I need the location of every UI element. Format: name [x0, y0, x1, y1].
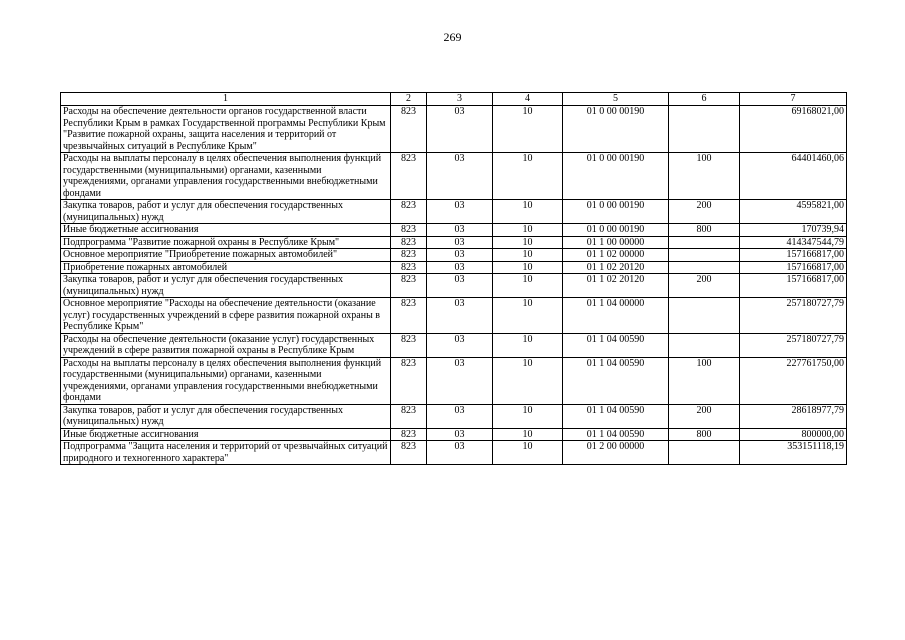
- row-amount: 157166817,00: [740, 274, 847, 298]
- row-code-6: 200: [669, 274, 740, 298]
- row-code-4: 10: [493, 404, 563, 428]
- table-row: [61, 153, 847, 200]
- row-code-6: 100: [669, 153, 740, 200]
- row-code-4: 10: [493, 298, 563, 334]
- row-amount: 414347544,79: [740, 236, 847, 249]
- column-header-2: 2: [391, 93, 427, 106]
- table-row: [61, 249, 847, 262]
- row-name: Иные бюджетные ассигнования: [61, 224, 391, 237]
- page-number: 269: [443, 30, 462, 44]
- row-name: Расходы на выплаты персоналу в целях обеспечения выполнения функций государственными (муниципальными) органами, казенными учреждениями, органами управления государственными внебюджетными фондами: [61, 357, 391, 404]
- row-code-3: 03: [427, 153, 493, 200]
- row-code-2: 823: [391, 357, 427, 404]
- row-amount: 28618977,79: [740, 404, 847, 428]
- column-header-6: 6: [669, 93, 740, 106]
- row-code-6: 800: [669, 428, 740, 441]
- table-row: [61, 333, 847, 357]
- row-code-2: 823: [391, 428, 427, 441]
- row-code-3: 03: [427, 106, 493, 153]
- row-code-6: 200: [669, 200, 740, 224]
- row-amount: 353151118,19: [740, 441, 847, 465]
- row-code-3: 03: [427, 224, 493, 237]
- row-code-6: 100: [669, 357, 740, 404]
- row-name: Основное мероприятие "Расходы на обеспечение деятельности (оказание услуг) государственных учреждений в сфере развития пожарной охраны в Республике Крым": [61, 298, 391, 334]
- row-amount: 257180727,79: [740, 298, 847, 334]
- row-code-5: 01 0 00 00190: [563, 200, 669, 224]
- header-row: [61, 93, 847, 106]
- row-code-2: 823: [391, 261, 427, 274]
- row-code-5: 01 0 00 00190: [563, 106, 669, 153]
- row-code-4: 10: [493, 153, 563, 200]
- row-amount: 4595821,00: [740, 200, 847, 224]
- table-row: [61, 298, 847, 334]
- row-code-2: 823: [391, 106, 427, 153]
- row-code-5: 01 1 04 00590: [563, 333, 669, 357]
- row-code-4: 10: [493, 106, 563, 153]
- row-code-6: [669, 333, 740, 357]
- row-code-5: 01 1 02 20120: [563, 261, 669, 274]
- row-code-2: 823: [391, 404, 427, 428]
- row-amount: 157166817,00: [740, 261, 847, 274]
- row-code-3: 03: [427, 261, 493, 274]
- row-code-4: 10: [493, 428, 563, 441]
- row-amount: 64401460,06: [740, 153, 847, 200]
- row-code-6: [669, 441, 740, 465]
- row-code-3: 03: [427, 236, 493, 249]
- row-code-3: 03: [427, 428, 493, 441]
- row-code-5: 01 0 00 00190: [563, 153, 669, 200]
- table-row: [61, 224, 847, 237]
- row-code-2: 823: [391, 274, 427, 298]
- table-row: [61, 261, 847, 274]
- table-row: [61, 357, 847, 404]
- row-code-3: 03: [427, 404, 493, 428]
- row-name: Иные бюджетные ассигнования: [61, 428, 391, 441]
- row-code-4: 10: [493, 224, 563, 237]
- column-header-4: 4: [493, 93, 563, 106]
- column-header-1: 1: [61, 93, 391, 106]
- row-amount: 69168021,00: [740, 106, 847, 153]
- row-code-6: 800: [669, 224, 740, 237]
- table-row: [61, 106, 847, 153]
- row-amount: 227761750,00: [740, 357, 847, 404]
- row-code-3: 03: [427, 298, 493, 334]
- row-name: Основное мероприятие "Приобретение пожарных автомобилей": [61, 249, 391, 262]
- row-name: Закупка товаров, работ и услуг для обеспечения государственных (муниципальных) нужд: [61, 274, 391, 298]
- row-code-6: [669, 249, 740, 262]
- row-name: Приобретение пожарных автомобилей: [61, 261, 391, 274]
- row-code-3: 03: [427, 441, 493, 465]
- budget-table: [60, 92, 847, 465]
- row-code-5: 01 1 00 00000: [563, 236, 669, 249]
- column-header-5: 5: [563, 93, 669, 106]
- row-code-3: 03: [427, 274, 493, 298]
- row-code-4: 10: [493, 236, 563, 249]
- row-code-4: 10: [493, 249, 563, 262]
- row-code-6: [669, 106, 740, 153]
- row-code-4: 10: [493, 441, 563, 465]
- row-name: Подпрограмма "Развитие пожарной охраны в Республике Крым": [61, 236, 391, 249]
- row-name: Подпрограмма "Защита населения и территорий от чрезвычайных ситуаций природного и техногенного характера": [61, 441, 391, 465]
- row-name: Расходы на обеспечение деятельности органов государственной власти Республики Крым в рамках Государственной программы Республики Крым "Развитие пожарной охраны, защита населения и территорий от чрезвычайных ситуаций в Республике Крым": [61, 106, 391, 153]
- row-code-4: 10: [493, 357, 563, 404]
- row-code-5: 01 1 04 00000: [563, 298, 669, 334]
- row-name: Закупка товаров, работ и услуг для обеспечения государственных (муниципальных) нужд: [61, 404, 391, 428]
- row-code-2: 823: [391, 200, 427, 224]
- row-code-4: 10: [493, 261, 563, 274]
- table-row: [61, 428, 847, 441]
- row-code-4: 10: [493, 200, 563, 224]
- row-code-2: 823: [391, 224, 427, 237]
- row-code-5: 01 1 04 00590: [563, 428, 669, 441]
- row-name: Расходы на выплаты персоналу в целях обеспечения выполнения функций государственными (муниципальными) органами, казенными учреждениями, органами управления государственными внебюджетными фондами: [61, 153, 391, 200]
- row-code-6: 200: [669, 404, 740, 428]
- row-code-4: 10: [493, 274, 563, 298]
- row-code-2: 823: [391, 236, 427, 249]
- table-row: [61, 274, 847, 298]
- row-amount: 257180727,79: [740, 333, 847, 357]
- row-code-4: 10: [493, 333, 563, 357]
- table-row: [61, 200, 847, 224]
- row-code-6: [669, 261, 740, 274]
- row-code-3: 03: [427, 333, 493, 357]
- table-row: [61, 236, 847, 249]
- table-row: [61, 404, 847, 428]
- column-header-7: 7: [740, 93, 847, 106]
- table-row: [61, 441, 847, 465]
- row-code-5: 01 1 02 00000: [563, 249, 669, 262]
- row-code-3: 03: [427, 200, 493, 224]
- row-code-6: [669, 236, 740, 249]
- row-name: Расходы на обеспечение деятельности (оказание услуг) государственных учреждений в сфере развития пожарной охраны в Республике Крым: [61, 333, 391, 357]
- row-code-6: [669, 298, 740, 334]
- row-code-5: 01 1 02 20120: [563, 274, 669, 298]
- row-code-2: 823: [391, 298, 427, 334]
- row-code-2: 823: [391, 441, 427, 465]
- row-code-2: 823: [391, 249, 427, 262]
- row-code-5: 01 1 04 00590: [563, 404, 669, 428]
- row-code-3: 03: [427, 249, 493, 262]
- row-name: Закупка товаров, работ и услуг для обеспечения государственных (муниципальных) нужд: [61, 200, 391, 224]
- row-code-5: 01 0 00 00190: [563, 224, 669, 237]
- row-amount: 157166817,00: [740, 249, 847, 262]
- row-code-5: 01 2 00 00000: [563, 441, 669, 465]
- row-code-3: 03: [427, 357, 493, 404]
- row-amount: 170739,94: [740, 224, 847, 237]
- column-header-3: 3: [427, 93, 493, 106]
- row-code-2: 823: [391, 153, 427, 200]
- row-code-5: 01 1 04 00590: [563, 357, 669, 404]
- row-amount: 800000,00: [740, 428, 847, 441]
- row-code-2: 823: [391, 333, 427, 357]
